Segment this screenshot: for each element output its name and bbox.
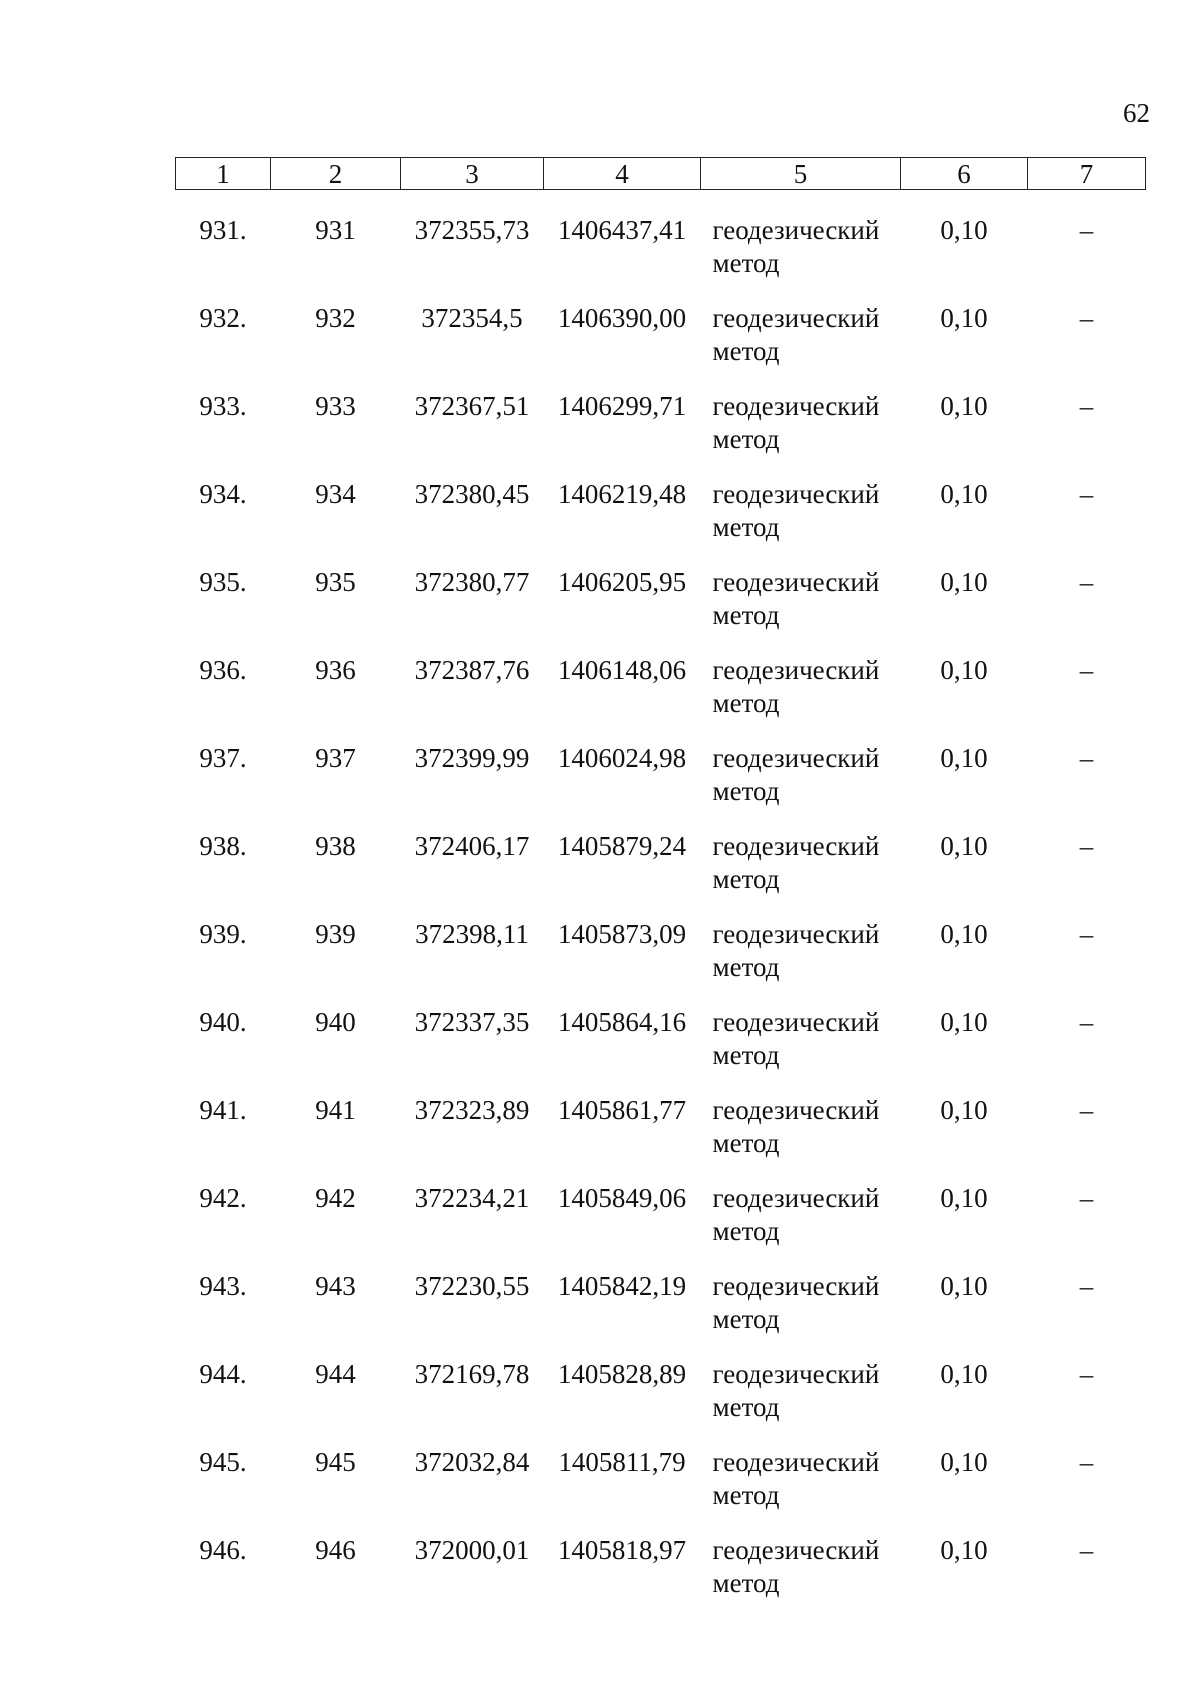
method-cell: геодезический метод <box>712 919 880 982</box>
method-cell: геодезический метод <box>712 567 880 630</box>
accuracy-cell: 0,10 <box>940 391 988 421</box>
note-cell: – <box>1079 215 1094 245</box>
table-row <box>176 742 1146 830</box>
point-id-cell: 938 <box>315 831 356 861</box>
table-row <box>176 1006 1146 1094</box>
note-cell: – <box>1079 1359 1094 1389</box>
table-row <box>176 390 1146 478</box>
method-cell: геодезический метод <box>712 743 880 806</box>
row-number-cell: 938. <box>199 831 247 861</box>
point-id-cell: 944 <box>315 1359 356 1389</box>
table-row <box>176 1182 1146 1270</box>
x-coordinate-cell: 372380,45 <box>414 479 530 509</box>
x-coordinate-cell: 372406,17 <box>414 831 530 861</box>
column-header: 5 <box>701 158 901 190</box>
y-coordinate-cell: 1405849,06 <box>557 1183 687 1213</box>
method-cell: геодезический метод <box>712 655 880 718</box>
x-coordinate-cell: 372169,78 <box>414 1359 530 1389</box>
y-coordinate-cell: 1405864,16 <box>557 1007 687 1037</box>
method-cell: геодезический метод <box>712 391 880 454</box>
table-row <box>176 1446 1146 1534</box>
note-cell: – <box>1079 567 1094 597</box>
row-number-cell: 935. <box>199 567 247 597</box>
column-header: 1 <box>176 158 271 190</box>
column-header: 4 <box>544 158 701 190</box>
point-id-cell: 931 <box>315 215 356 245</box>
accuracy-cell: 0,10 <box>940 303 988 333</box>
x-coordinate-cell: 372398,11 <box>415 919 529 949</box>
y-coordinate-cell: 1405818,97 <box>557 1535 687 1565</box>
point-id-cell: 936 <box>315 655 356 685</box>
table-header <box>176 158 1146 190</box>
x-coordinate-cell: 372387,76 <box>414 655 530 685</box>
point-id-cell: 945 <box>315 1447 356 1477</box>
note-cell: – <box>1079 743 1094 773</box>
accuracy-cell: 0,10 <box>940 1095 988 1125</box>
row-number-cell: 932. <box>199 303 247 333</box>
x-coordinate-cell: 372323,89 <box>414 1095 530 1125</box>
accuracy-cell: 0,10 <box>940 1007 988 1037</box>
row-number-cell: 941. <box>199 1095 247 1125</box>
table-row <box>176 478 1146 566</box>
note-cell: – <box>1079 391 1094 421</box>
y-coordinate-cell: 1405842,19 <box>557 1271 687 1301</box>
row-number-cell: 940. <box>199 1007 247 1037</box>
row-number-cell: 937. <box>199 743 247 773</box>
point-id-cell: 943 <box>315 1271 356 1301</box>
row-number-cell: 942. <box>199 1183 247 1213</box>
row-number-cell: 931. <box>199 215 247 245</box>
row-number-cell: 939. <box>199 919 247 949</box>
x-coordinate-cell: 372032,84 <box>414 1447 530 1477</box>
table-row <box>176 1358 1146 1446</box>
column-header: 2 <box>271 158 401 190</box>
note-cell: – <box>1079 479 1094 509</box>
y-coordinate-cell: 1406219,48 <box>557 479 687 509</box>
row-number-cell: 934. <box>199 479 247 509</box>
method-cell: геодезический метод <box>712 1359 880 1422</box>
point-id-cell: 939 <box>315 919 356 949</box>
accuracy-cell: 0,10 <box>940 1271 988 1301</box>
table-body <box>176 190 1146 1623</box>
y-coordinate-cell: 1406205,95 <box>557 567 687 597</box>
table-row <box>176 190 1146 303</box>
note-cell: – <box>1079 919 1094 949</box>
x-coordinate-cell: 372234,21 <box>414 1183 530 1213</box>
x-coordinate-cell: 372380,77 <box>414 567 530 597</box>
page-number: 62 <box>1123 98 1150 128</box>
accuracy-cell: 0,10 <box>940 655 988 685</box>
accuracy-cell: 0,10 <box>940 1535 988 1565</box>
note-cell: – <box>1079 1447 1094 1477</box>
method-cell: геодезический метод <box>712 1535 880 1598</box>
method-cell: геодезический метод <box>712 479 880 542</box>
point-id-cell: 937 <box>315 743 356 773</box>
accuracy-cell: 0,10 <box>940 215 988 245</box>
method-cell: геодезический метод <box>712 1095 880 1158</box>
accuracy-cell: 0,10 <box>940 831 988 861</box>
note-cell: – <box>1079 655 1094 685</box>
note-cell: – <box>1079 1007 1094 1037</box>
row-number-cell: 936. <box>199 655 247 685</box>
row-number-cell: 944. <box>199 1359 247 1389</box>
table-row <box>176 1094 1146 1182</box>
method-cell: геодезический метод <box>712 1447 880 1510</box>
x-coordinate-cell: 372000,01 <box>414 1535 530 1565</box>
accuracy-cell: 0,10 <box>940 1183 988 1213</box>
point-id-cell: 942 <box>315 1183 356 1213</box>
y-coordinate-cell: 1406024,98 <box>557 743 687 773</box>
note-cell: – <box>1079 1095 1094 1125</box>
point-id-cell: 933 <box>315 391 356 421</box>
table-row <box>176 654 1146 742</box>
x-coordinate-cell: 372337,35 <box>414 1007 530 1037</box>
note-cell: – <box>1079 1183 1094 1213</box>
row-number-cell: 933. <box>199 391 247 421</box>
row-number-cell: 945. <box>199 1447 247 1477</box>
coordinates-table <box>175 157 1146 1622</box>
table-row <box>176 302 1146 390</box>
y-coordinate-cell: 1405879,24 <box>557 831 687 861</box>
y-coordinate-cell: 1405873,09 <box>557 919 687 949</box>
method-cell: геодезический метод <box>712 1007 880 1070</box>
column-header: 7 <box>1028 158 1146 190</box>
accuracy-cell: 0,10 <box>940 743 988 773</box>
accuracy-cell: 0,10 <box>940 567 988 597</box>
x-coordinate-cell: 372367,51 <box>414 391 530 421</box>
accuracy-cell: 0,10 <box>940 479 988 509</box>
table-row <box>176 1270 1146 1358</box>
note-cell: – <box>1079 831 1094 861</box>
x-coordinate-cell: 372230,55 <box>414 1271 530 1301</box>
row-number-cell: 943. <box>199 1271 247 1301</box>
row-number-cell: 946. <box>199 1535 247 1565</box>
method-cell: геодезический метод <box>712 215 880 278</box>
accuracy-cell: 0,10 <box>940 1359 988 1389</box>
y-coordinate-cell: 1405861,77 <box>557 1095 687 1125</box>
method-cell: геодезический метод <box>712 303 880 366</box>
y-coordinate-cell: 1406148,06 <box>557 655 687 685</box>
table-row <box>176 1534 1146 1622</box>
y-coordinate-cell: 1405811,79 <box>558 1447 686 1477</box>
y-coordinate-cell: 1406437,41 <box>557 215 687 245</box>
point-id-cell: 932 <box>315 303 356 333</box>
y-coordinate-cell: 1405828,89 <box>557 1359 687 1389</box>
table-row <box>176 566 1146 654</box>
x-coordinate-cell: 372354,5 <box>421 303 523 333</box>
accuracy-cell: 0,10 <box>940 1447 988 1477</box>
note-cell: – <box>1079 1535 1094 1565</box>
method-cell: геодезический метод <box>712 1271 880 1334</box>
point-id-cell: 934 <box>315 479 356 509</box>
y-coordinate-cell: 1406390,00 <box>557 303 687 333</box>
note-cell: – <box>1079 303 1094 333</box>
header-row <box>176 158 1146 190</box>
method-cell: геодезический метод <box>712 1183 880 1246</box>
x-coordinate-cell: 372399,99 <box>414 743 530 773</box>
accuracy-cell: 0,10 <box>940 919 988 949</box>
column-header: 6 <box>901 158 1028 190</box>
point-id-cell: 940 <box>315 1007 356 1037</box>
method-cell: геодезический метод <box>712 831 880 894</box>
point-id-cell: 941 <box>315 1095 356 1125</box>
point-id-cell: 935 <box>315 567 356 597</box>
table-row <box>176 918 1146 1006</box>
y-coordinate-cell: 1406299,71 <box>557 391 687 421</box>
column-header: 3 <box>401 158 544 190</box>
point-id-cell: 946 <box>315 1535 356 1565</box>
note-cell: – <box>1079 1271 1094 1301</box>
x-coordinate-cell: 372355,73 <box>414 215 530 245</box>
table-row <box>176 830 1146 918</box>
